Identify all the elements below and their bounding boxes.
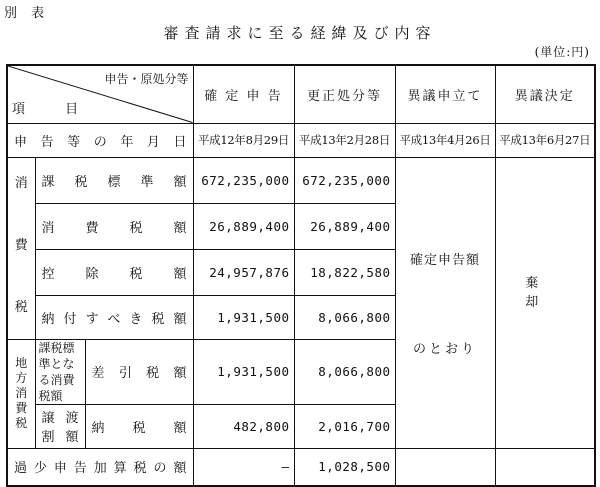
- row-sublabel: 譲渡割額: [35, 404, 85, 448]
- date-row: [7, 123, 595, 157]
- row-label: 差引税額: [85, 339, 193, 404]
- objection-text-line2: のとおり: [412, 341, 477, 357]
- value-declaration: 24,957,876: [193, 249, 294, 295]
- tax-history-table: [6, 64, 596, 487]
- value-declaration: —: [193, 448, 294, 486]
- decision-merged-cell: [495, 157, 595, 448]
- local-tax-group: [7, 339, 35, 448]
- group-char: 費: [14, 237, 28, 253]
- value-correction: 672,235,000: [294, 157, 395, 203]
- local-tax-group-label: 地方消費税: [15, 356, 28, 430]
- annex-label: 別 表: [4, 6, 50, 21]
- row-label: 過少申告加算税の額: [7, 448, 193, 486]
- objection-text-line1: 確定申告額: [409, 252, 480, 268]
- row-sublabel: 課税標準となる消費税額: [35, 339, 85, 404]
- row-label: 課税標準額: [35, 157, 193, 203]
- consumption-tax-group: [7, 157, 35, 339]
- value-declaration: 26,889,400: [193, 203, 294, 249]
- date-decision: 平成13年6月27日: [495, 123, 595, 157]
- value-correction: 1,028,500: [294, 448, 395, 486]
- row-label: 納付すべき税額: [35, 295, 193, 339]
- date-declaration: 平成12年8月29日: [193, 123, 294, 157]
- table-row: [7, 157, 595, 203]
- value-declaration: 1,931,500: [193, 339, 294, 404]
- col-header-correction: 更正処分等: [294, 65, 395, 123]
- empty-cell: [395, 448, 495, 486]
- value-correction: 26,889,400: [294, 203, 395, 249]
- penalty-row: [7, 448, 595, 486]
- date-row-label: 申告等の年月日: [7, 123, 193, 157]
- document-title: 審査請求に至る経緯及び内容: [163, 24, 437, 42]
- group-char: 消: [14, 175, 28, 191]
- row-label: 控除税額: [35, 249, 193, 295]
- value-correction: 2,016,700: [294, 404, 395, 448]
- unit-label: (単位:円): [534, 45, 590, 59]
- value-declaration: 482,800: [193, 404, 294, 448]
- row-label: 消費税額: [35, 203, 193, 249]
- empty-cell: [495, 448, 595, 486]
- header-row: [7, 65, 595, 123]
- decision-text: 棄 却: [525, 275, 565, 310]
- col-header-objection: 異議申立て: [395, 65, 495, 123]
- value-declaration: 1,931,500: [193, 295, 294, 339]
- date-objection: 平成13年4月26日: [395, 123, 495, 157]
- objection-merged-cell: [395, 157, 495, 448]
- row-label: 納税額: [85, 404, 193, 448]
- col-header-decision: 異議決定: [495, 65, 595, 123]
- value-correction: 18,822,580: [294, 249, 395, 295]
- value-correction: 8,066,800: [294, 295, 395, 339]
- value-correction: 8,066,800: [294, 339, 395, 404]
- corner-label-bottom: 項 目: [12, 101, 97, 117]
- date-correction: 平成13年2月28日: [294, 123, 395, 157]
- value-declaration: 672,235,000: [193, 157, 294, 203]
- col-header-declaration: 確 定 申 告: [193, 65, 294, 123]
- corner-label-top: 申告・原処分等: [104, 72, 189, 86]
- group-char: 税: [14, 299, 28, 315]
- corner-header-cell: [7, 65, 193, 123]
